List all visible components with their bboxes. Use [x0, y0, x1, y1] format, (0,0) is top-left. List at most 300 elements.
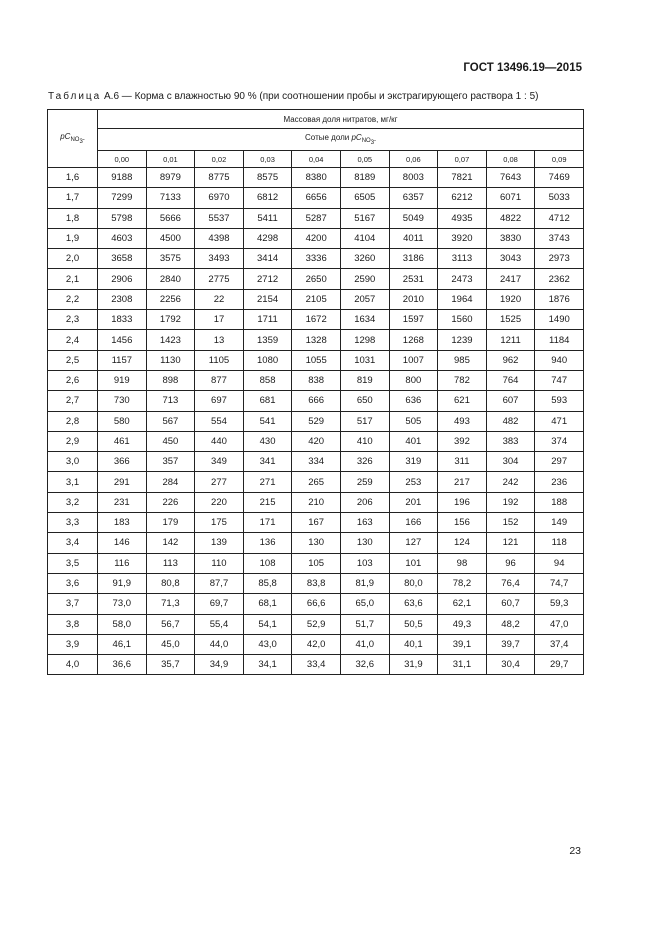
table-cell: 163 — [340, 513, 389, 533]
table-cell: 69,7 — [195, 594, 244, 614]
table-cell: 1157 — [98, 350, 147, 370]
table-cell: 2531 — [389, 269, 438, 289]
table-cell: 1525 — [486, 310, 535, 330]
table-cell: 1184 — [535, 330, 584, 350]
table-cell: 45,0 — [146, 634, 195, 654]
table-cell: 8189 — [340, 168, 389, 188]
sub-header: Сотые доли $pC_{NO_3-}$ — [98, 129, 584, 151]
table-row — [48, 411, 584, 431]
table-cell: 3830 — [486, 228, 535, 248]
table-cell: 800 — [389, 370, 438, 390]
table-cell: 139 — [195, 533, 244, 553]
table-cell: 83,8 — [292, 573, 341, 593]
table-cell: 3493 — [195, 249, 244, 269]
table-cell: 30,4 — [486, 655, 535, 675]
table-cell: 226 — [146, 492, 195, 512]
table-cell: 2105 — [292, 289, 341, 309]
table-cell: 1597 — [389, 310, 438, 330]
table-cell: 1634 — [340, 310, 389, 330]
table-cell: 8003 — [389, 168, 438, 188]
table-cell: 7643 — [486, 168, 535, 188]
table-cell: 68,1 — [243, 594, 292, 614]
table-row — [48, 168, 584, 188]
table-row — [48, 513, 584, 533]
table-cell: 179 — [146, 513, 195, 533]
table-cell: 1792 — [146, 310, 195, 330]
table-cell: 3575 — [146, 249, 195, 269]
table-cell: 3260 — [340, 249, 389, 269]
table-cell: 1833 — [98, 310, 147, 330]
table-cell: 505 — [389, 411, 438, 431]
column-headers — [48, 151, 584, 168]
table-cell: 2417 — [486, 269, 535, 289]
table-cell: 35,7 — [146, 655, 195, 675]
table-cell: 349 — [195, 452, 244, 472]
table-cell: 2362 — [535, 269, 584, 289]
table-cell: 471 — [535, 411, 584, 431]
table-cell: 8575 — [243, 168, 292, 188]
table-cell: 517 — [340, 411, 389, 431]
table-cell: 493 — [438, 411, 487, 431]
table-row — [48, 228, 584, 248]
table-cell: 149 — [535, 513, 584, 533]
table-cell: 304 — [486, 452, 535, 472]
table-cell: 74,7 — [535, 573, 584, 593]
table-cell: 55,4 — [195, 614, 244, 634]
table-cell: 81,9 — [340, 573, 389, 593]
table-cell: 22 — [195, 289, 244, 309]
table-cell: 31,9 — [389, 655, 438, 675]
table-cell: 110 — [195, 553, 244, 573]
table-header — [48, 110, 584, 168]
table-cell: 50,5 — [389, 614, 438, 634]
table-cell: 156 — [438, 513, 487, 533]
table-cell: 44,0 — [195, 634, 244, 654]
row-pc-value: 2,4 — [48, 330, 98, 350]
table-cell: 898 — [146, 370, 195, 390]
table-row — [48, 289, 584, 309]
table-cell: 253 — [389, 472, 438, 492]
table-cell: 6812 — [243, 188, 292, 208]
table-cell: 374 — [535, 431, 584, 451]
row-pc-value: 1,7 — [48, 188, 98, 208]
row-pc-value: 3,1 — [48, 472, 98, 492]
table-cell: 297 — [535, 452, 584, 472]
table-row — [48, 492, 584, 512]
column-header: 0,09 — [535, 151, 584, 168]
table-cell: 36,6 — [98, 655, 147, 675]
table-cell: 42,0 — [292, 634, 341, 654]
table-cell: 1239 — [438, 330, 487, 350]
table-cell: 29,7 — [535, 655, 584, 675]
column-header: 0,03 — [243, 151, 292, 168]
table-cell: 1672 — [292, 310, 341, 330]
table-cell: 5537 — [195, 208, 244, 228]
table-cell: 6970 — [195, 188, 244, 208]
table-cell: 7299 — [98, 188, 147, 208]
table-cell: 782 — [438, 370, 487, 390]
table-cell: 621 — [438, 391, 487, 411]
table-body — [48, 168, 584, 675]
table-cell: 63,6 — [389, 594, 438, 614]
table-cell: 171 — [243, 513, 292, 533]
table-cell: 6071 — [486, 188, 535, 208]
table-cell: 1105 — [195, 350, 244, 370]
table-cell: 877 — [195, 370, 244, 390]
table-cell: 98 — [438, 553, 487, 573]
table-cell: 730 — [98, 391, 147, 411]
table-cell: 3186 — [389, 249, 438, 269]
table-cell: 91,9 — [98, 573, 147, 593]
table-cell: 392 — [438, 431, 487, 451]
table-cell: 366 — [98, 452, 147, 472]
table-caption-prefix: Таблица — [48, 91, 102, 102]
table-row — [48, 655, 584, 675]
row-pc-value: 2,0 — [48, 249, 98, 269]
table-cell: 87,7 — [195, 573, 244, 593]
table-cell: 6505 — [340, 188, 389, 208]
table-cell: 1211 — [486, 330, 535, 350]
table-cell: 4822 — [486, 208, 535, 228]
table-cell: 3743 — [535, 228, 584, 248]
table-cell: 858 — [243, 370, 292, 390]
column-header: 0,02 — [195, 151, 244, 168]
table-cell: 37,4 — [535, 634, 584, 654]
table-cell: 2308 — [98, 289, 147, 309]
table-cell: 101 — [389, 553, 438, 573]
table-cell: 461 — [98, 431, 147, 451]
table-cell: 1359 — [243, 330, 292, 350]
table-cell: 62,1 — [438, 594, 487, 614]
table-cell: 1080 — [243, 350, 292, 370]
table-cell: 5033 — [535, 188, 584, 208]
table-cell: 4011 — [389, 228, 438, 248]
table-cell: 940 — [535, 350, 584, 370]
row-pc-value: 3,8 — [48, 614, 98, 634]
column-header: 0,00 — [98, 151, 147, 168]
table-cell: 80,0 — [389, 573, 438, 593]
table-cell: 40,1 — [389, 634, 438, 654]
table-cell: 6357 — [389, 188, 438, 208]
table-cell: 1423 — [146, 330, 195, 350]
column-header: 0,05 — [340, 151, 389, 168]
table-cell: 5798 — [98, 208, 147, 228]
table-cell: 3113 — [438, 249, 487, 269]
table-cell: 58,0 — [98, 614, 147, 634]
row-pc-value: 3,7 — [48, 594, 98, 614]
table-cell: 130 — [340, 533, 389, 553]
table-cell: 116 — [98, 553, 147, 573]
table-cell: 4298 — [243, 228, 292, 248]
table-cell: 5049 — [389, 208, 438, 228]
table-cell: 124 — [438, 533, 487, 553]
table-cell: 2473 — [438, 269, 487, 289]
table-cell: 215 — [243, 492, 292, 512]
table-cell: 46,1 — [98, 634, 147, 654]
table-cell: 2256 — [146, 289, 195, 309]
table-cell: 1711 — [243, 310, 292, 330]
table-cell: 1130 — [146, 350, 195, 370]
table-cell: 39,7 — [486, 634, 535, 654]
table-cell: 1920 — [486, 289, 535, 309]
table-cell: 985 — [438, 350, 487, 370]
row-pc-value: 3,3 — [48, 513, 98, 533]
table-cell: 697 — [195, 391, 244, 411]
table-row — [48, 391, 584, 411]
pc-column-header: $pC_{NO_3-}$ — [48, 110, 98, 168]
table-cell: 65,0 — [340, 594, 389, 614]
table-row — [48, 330, 584, 350]
row-pc-value: 2,5 — [48, 350, 98, 370]
table-cell: 567 — [146, 411, 195, 431]
table-cell: 142 — [146, 533, 195, 553]
table-cell: 326 — [340, 452, 389, 472]
table-cell: 51,7 — [340, 614, 389, 634]
table-cell: 430 — [243, 431, 292, 451]
table-cell: 85,8 — [243, 573, 292, 593]
row-pc-value: 2,9 — [48, 431, 98, 451]
table-cell: 357 — [146, 452, 195, 472]
table-cell: 71,3 — [146, 594, 195, 614]
table-cell: 3336 — [292, 249, 341, 269]
standard-designation: ГОСТ 13496.19—2015 — [463, 62, 582, 74]
table-cell: 183 — [98, 513, 147, 533]
table-row — [48, 553, 584, 573]
table-cell: 284 — [146, 472, 195, 492]
table-cell: 636 — [389, 391, 438, 411]
table-cell: 31,1 — [438, 655, 487, 675]
table-cell: 5666 — [146, 208, 195, 228]
row-pc-value: 2,6 — [48, 370, 98, 390]
table-cell: 13 — [195, 330, 244, 350]
table-cell: 401 — [389, 431, 438, 451]
table-cell: 541 — [243, 411, 292, 431]
table-row — [48, 370, 584, 390]
table-cell: 220 — [195, 492, 244, 512]
column-header: 0,01 — [146, 151, 195, 168]
table-cell: 2010 — [389, 289, 438, 309]
table-cell: 410 — [340, 431, 389, 451]
table-cell: 2906 — [98, 269, 147, 289]
table-cell: 1298 — [340, 330, 389, 350]
table-cell: 33,4 — [292, 655, 341, 675]
table-cell: 60,7 — [486, 594, 535, 614]
row-pc-value: 3,0 — [48, 452, 98, 472]
table-cell: 650 — [340, 391, 389, 411]
row-pc-value: 2,3 — [48, 310, 98, 330]
table-cell: 136 — [243, 533, 292, 553]
table-cell: 5167 — [340, 208, 389, 228]
table-cell: 8979 — [146, 168, 195, 188]
table-cell: 206 — [340, 492, 389, 512]
table-cell: 4398 — [195, 228, 244, 248]
table-cell: 2775 — [195, 269, 244, 289]
row-pc-value: 2,7 — [48, 391, 98, 411]
table-cell: 76,4 — [486, 573, 535, 593]
row-pc-value: 1,8 — [48, 208, 98, 228]
table-cell: 319 — [389, 452, 438, 472]
table-cell: 34,9 — [195, 655, 244, 675]
table-cell: 1876 — [535, 289, 584, 309]
table-row — [48, 533, 584, 553]
column-header: 0,07 — [438, 151, 487, 168]
table-cell: 43,0 — [243, 634, 292, 654]
table-cell: 2973 — [535, 249, 584, 269]
table-cell: 580 — [98, 411, 147, 431]
table-cell: 96 — [486, 553, 535, 573]
row-pc-value: 4,0 — [48, 655, 98, 675]
table-cell: 32,6 — [340, 655, 389, 675]
table-row — [48, 472, 584, 492]
group-header: Массовая доля нитратов, мг/кг — [98, 110, 584, 129]
table-cell: 41,0 — [340, 634, 389, 654]
table-cell: 420 — [292, 431, 341, 451]
table-row — [48, 188, 584, 208]
table-cell: 105 — [292, 553, 341, 573]
table-cell: 113 — [146, 553, 195, 573]
table-cell: 607 — [486, 391, 535, 411]
table-row — [48, 594, 584, 614]
table-cell: 1007 — [389, 350, 438, 370]
table-cell: 271 — [243, 472, 292, 492]
table-cell: 2650 — [292, 269, 341, 289]
table-cell: 103 — [340, 553, 389, 573]
table-cell: 1328 — [292, 330, 341, 350]
table-cell: 2057 — [340, 289, 389, 309]
table-cell: 130 — [292, 533, 341, 553]
table-row — [48, 431, 584, 451]
table-cell: 277 — [195, 472, 244, 492]
table-cell: 236 — [535, 472, 584, 492]
row-pc-value: 3,5 — [48, 553, 98, 573]
table-cell: 59,3 — [535, 594, 584, 614]
table-cell: 3043 — [486, 249, 535, 269]
row-pc-value: 1,9 — [48, 228, 98, 248]
table-cell: 108 — [243, 553, 292, 573]
table-cell: 127 — [389, 533, 438, 553]
table-row — [48, 208, 584, 228]
row-pc-value: 3,6 — [48, 573, 98, 593]
table-row — [48, 350, 584, 370]
table-cell: 2154 — [243, 289, 292, 309]
table-cell: 7821 — [438, 168, 487, 188]
table-cell: 56,7 — [146, 614, 195, 634]
table-cell: 383 — [486, 431, 535, 451]
table-cell: 54,1 — [243, 614, 292, 634]
table-cell: 713 — [146, 391, 195, 411]
table-cell: 39,1 — [438, 634, 487, 654]
nitrate-table — [47, 109, 584, 675]
table-cell: 118 — [535, 533, 584, 553]
table-cell: 49,3 — [438, 614, 487, 634]
table-cell: 3414 — [243, 249, 292, 269]
table-cell: 196 — [438, 492, 487, 512]
table-cell: 94 — [535, 553, 584, 573]
table-cell: 121 — [486, 533, 535, 553]
table-cell: 1456 — [98, 330, 147, 350]
table-cell: 175 — [195, 513, 244, 533]
table-row — [48, 269, 584, 289]
table-cell: 4935 — [438, 208, 487, 228]
table-caption — [48, 91, 538, 102]
row-pc-value: 3,2 — [48, 492, 98, 512]
table-cell: 2590 — [340, 269, 389, 289]
table-cell: 217 — [438, 472, 487, 492]
table-cell: 681 — [243, 391, 292, 411]
table-cell: 52,9 — [292, 614, 341, 634]
table-cell: 764 — [486, 370, 535, 390]
row-pc-value: 1,6 — [48, 168, 98, 188]
table-cell: 2840 — [146, 269, 195, 289]
table-cell: 4200 — [292, 228, 341, 248]
table-cell: 311 — [438, 452, 487, 472]
table-caption-text: А.6 — Корма с влажностью 90 % (при соотношении пробы и экстрагирующего раствора 1 : 5) — [101, 91, 539, 102]
table-cell: 192 — [486, 492, 535, 512]
table-cell: 341 — [243, 452, 292, 472]
table-cell: 1560 — [438, 310, 487, 330]
table-cell: 166 — [389, 513, 438, 533]
table-cell: 259 — [340, 472, 389, 492]
table-cell: 529 — [292, 411, 341, 431]
table-cell: 34,1 — [243, 655, 292, 675]
table-cell: 2712 — [243, 269, 292, 289]
column-header: 0,06 — [389, 151, 438, 168]
table-cell: 5411 — [243, 208, 292, 228]
table-cell: 242 — [486, 472, 535, 492]
table-cell: 265 — [292, 472, 341, 492]
table-cell: 7469 — [535, 168, 584, 188]
table-cell: 1490 — [535, 310, 584, 330]
table-cell: 7133 — [146, 188, 195, 208]
table-cell: 5287 — [292, 208, 341, 228]
table-cell: 1964 — [438, 289, 487, 309]
table-row — [48, 614, 584, 634]
table-row — [48, 310, 584, 330]
table-cell: 201 — [389, 492, 438, 512]
table-cell: 9188 — [98, 168, 147, 188]
row-pc-value: 2,1 — [48, 269, 98, 289]
row-pc-value: 2,8 — [48, 411, 98, 431]
table-cell: 962 — [486, 350, 535, 370]
column-header: 0,04 — [292, 151, 341, 168]
table-cell: 152 — [486, 513, 535, 533]
row-pc-value: 2,2 — [48, 289, 98, 309]
table-cell: 167 — [292, 513, 341, 533]
table-row — [48, 634, 584, 654]
row-pc-value: 3,9 — [48, 634, 98, 654]
table-cell: 593 — [535, 391, 584, 411]
table-cell: 291 — [98, 472, 147, 492]
table-cell: 666 — [292, 391, 341, 411]
table-cell: 334 — [292, 452, 341, 472]
table-cell: 4603 — [98, 228, 147, 248]
table-cell: 1055 — [292, 350, 341, 370]
table-cell: 3920 — [438, 228, 487, 248]
table-cell: 838 — [292, 370, 341, 390]
table-cell: 80,8 — [146, 573, 195, 593]
table-cell: 8775 — [195, 168, 244, 188]
table-cell: 554 — [195, 411, 244, 431]
table-cell: 747 — [535, 370, 584, 390]
table-cell: 1268 — [389, 330, 438, 350]
column-header: 0,08 — [486, 151, 535, 168]
table-cell: 6656 — [292, 188, 341, 208]
table-cell: 440 — [195, 431, 244, 451]
table-row — [48, 452, 584, 472]
table-cell: 47,0 — [535, 614, 584, 634]
table-cell: 4104 — [340, 228, 389, 248]
table-cell: 819 — [340, 370, 389, 390]
